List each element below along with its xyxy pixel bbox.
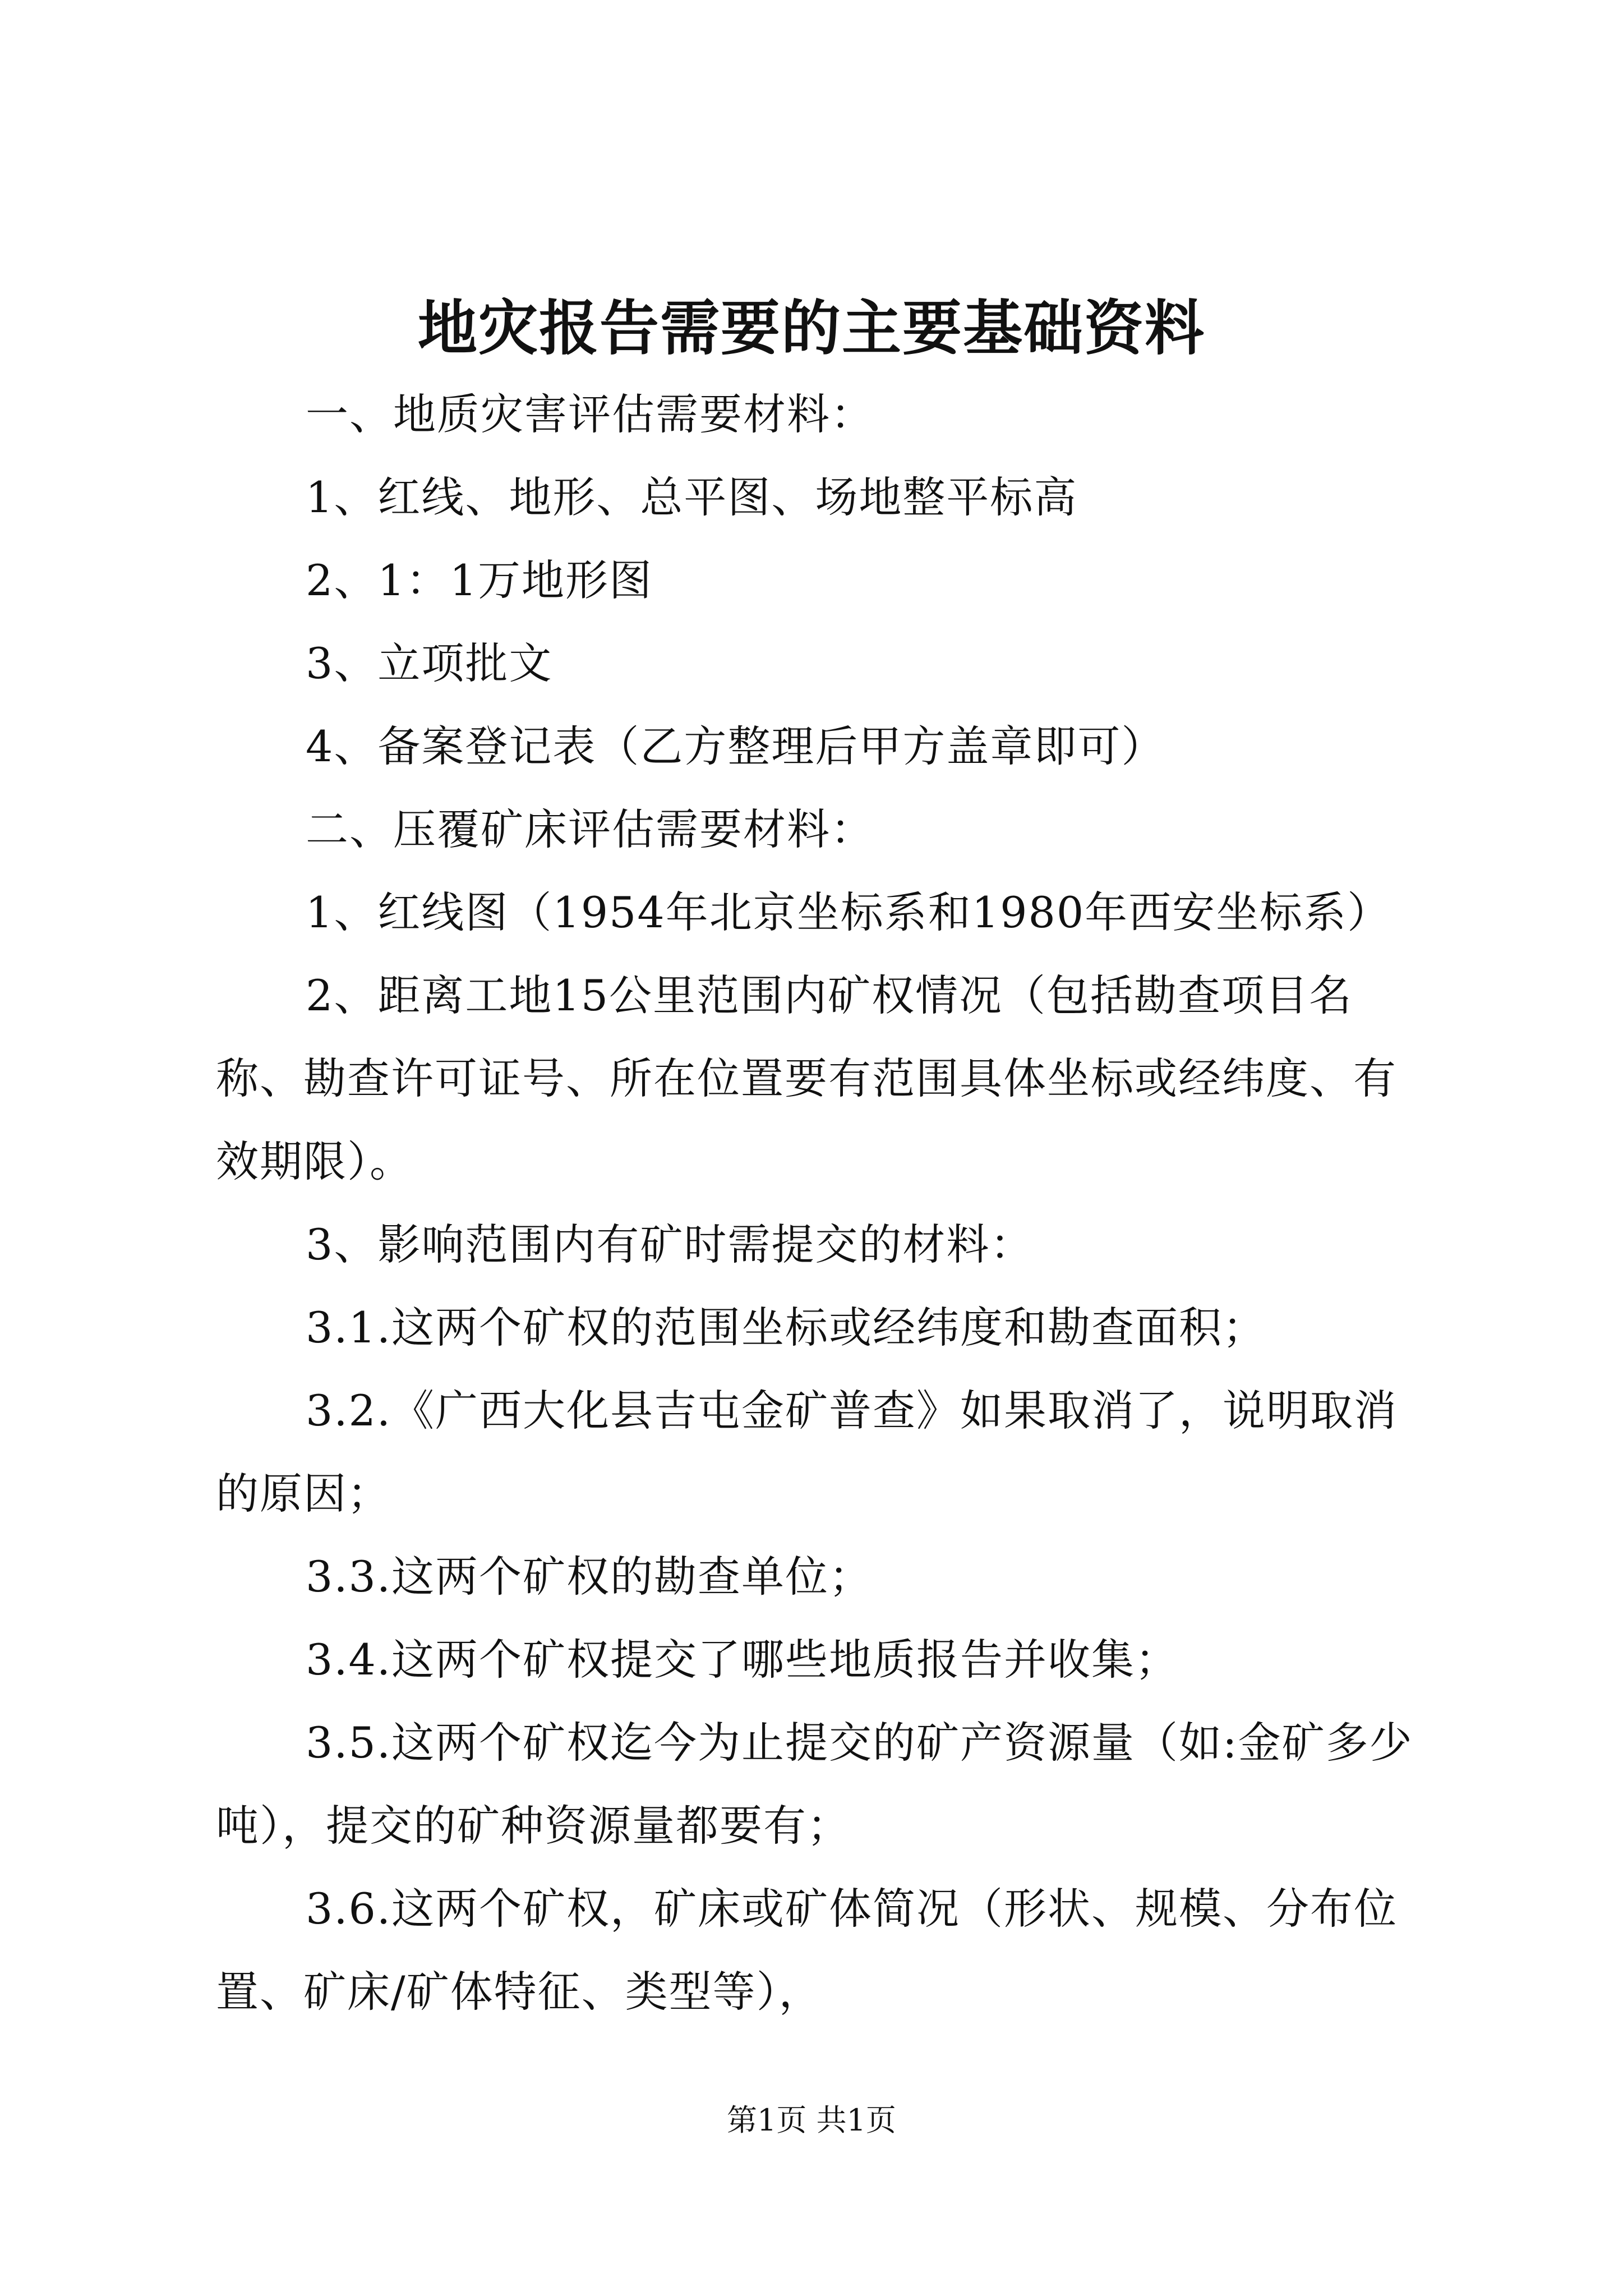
paragraph-item-2-1: 1、红线图（1954年北京坐标系和1980年西安坐标系） [306,887,1391,937]
paragraph-item-3-6: 3.6.这两个矿权，矿床或矿体简况（形状、规模、分布位置、矿床/矿体特征、类型等）， [216,1884,1398,2017]
paragraph-item-1-2: 2、1：1万地形图 [306,555,653,605]
paragraph-section-2-heading: 二、压覆矿床评估需要材料： [306,804,874,854]
paragraph-item-3-3: 3.3.这两个矿权的勘查单位； [306,1552,873,1602]
document-title: 地灾报告需要的主要基础资料 [418,293,1205,363]
paragraph-item-2-3: 3、影响范围内有矿时需提交的材料： [306,1220,1034,1269]
paragraph-item-1-3: 3、立项批文 [306,638,553,688]
paragraph-item-1-4: 4、备案登记表（乙方整理后甲方盖章即可） [306,721,1165,771]
paragraph-item-3-5: 3.5.这两个矿权迄今为止提交的矿产资源量（如:金矿多少吨），提交的矿种资源量都要有； [216,1718,1413,1851]
paragraph-item-1-1: 1、红线、地形、总平图、场地整平标高 [306,472,1078,522]
paragraph-item-3-2: 3.2.《广西大化县吉屯金矿普查》如果取消了，说明取消的原因； [216,1386,1398,1519]
document-body [216,373,1430,2033]
paragraph-item-3-1: 3.1.这两个矿权的范围坐标或经纬度和勘查面积； [306,1303,1267,1352]
page-footer: 第1页 共1页 [727,2102,896,2138]
paragraph-item-3-4: 3.4.这两个矿权提交了哪些地质报告并收集； [306,1635,1179,1685]
paragraph-item-2-2: 2、距离工地15公里范围内矿权情况（包括勘查项目名称、勘查许可证号、所在位置要有范围具体坐标或经纬度、有效期限）。 [216,970,1397,1186]
paragraph-section-1-heading: 一、地质灾害评估需要材料： [306,389,874,439]
